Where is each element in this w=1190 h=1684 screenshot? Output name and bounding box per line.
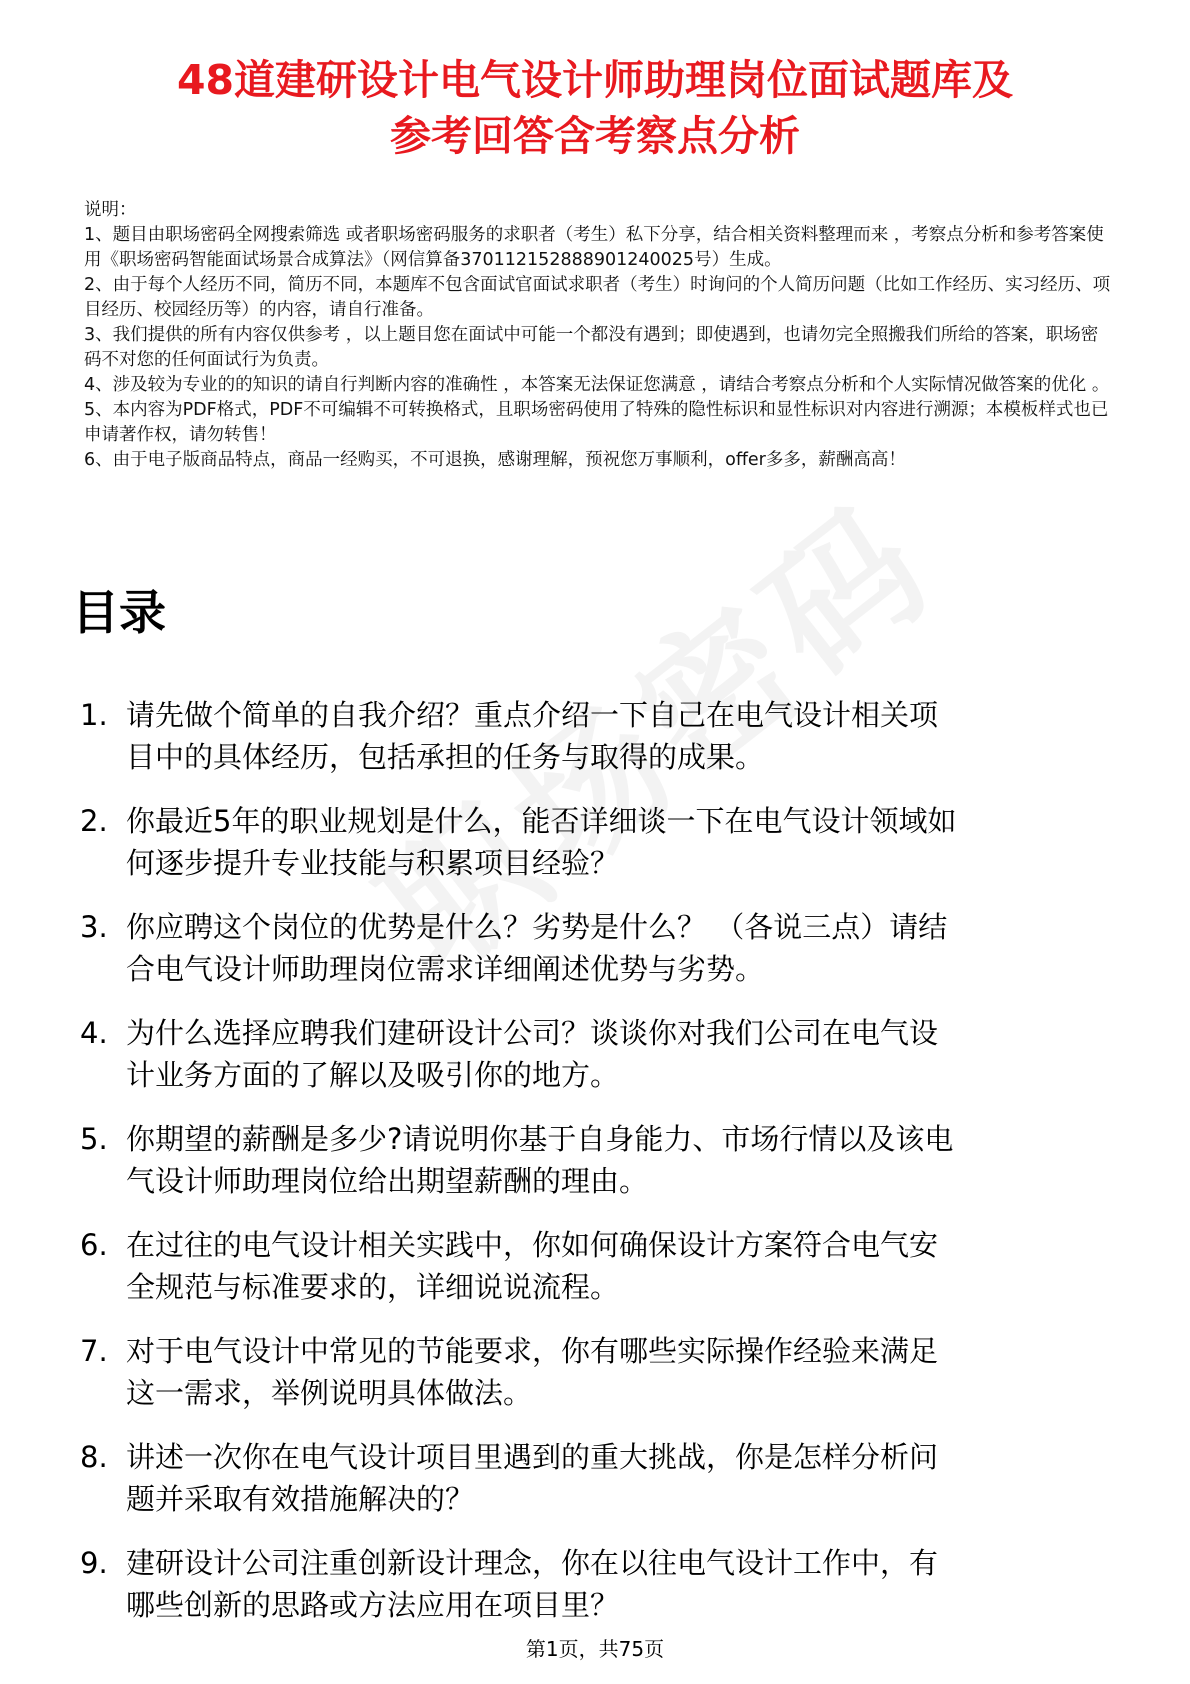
question-number: 5.	[80, 1122, 108, 1156]
question-text-line: 题并采取有效措施解决的？	[126, 1482, 475, 1516]
document-title	[0, 52, 1190, 164]
notes-heading: 说明：	[84, 200, 137, 220]
question-number: 7.	[80, 1334, 108, 1368]
question-text-line: 何逐步提升专业技能与积累项目经验？	[126, 846, 620, 880]
question-number: 9.	[80, 1546, 108, 1580]
note-item: 4、涉及较为专业的的知识的请自行判断内容的准确性 ，本答案无法保证您满意 ，请结合考察点分析和个人实际情况做答案的优化 。	[84, 375, 1110, 395]
question-number: 2.	[80, 804, 108, 838]
question-text-line: 你最近5年的职业规划是什么，能否详细谈一下在电气设计领域如	[126, 804, 957, 838]
question-text-line: 这一需求，举例说明具体做法。	[126, 1376, 533, 1410]
note-item: 5、本内容为PDF格式，PDF不可编辑不可转换格式，且职场密码使用了特殊的隐性标识和显性标识对内容进行溯源；本模板样式也已申请著作权，请勿转售！	[84, 400, 1109, 445]
question-number: 1.	[80, 698, 108, 732]
question-text-line: 你期望的薪酬是多少?请说明你基于自身能力、市场行情以及该电	[126, 1122, 954, 1156]
question-item	[70, 1012, 1130, 1118]
note-item: 3、我们提供的所有内容仅供参考 ，以上题目您在面试中可能一个都没有遇到；即使遇到，也请勿完全照搬我们所给的答案，职场密码不对您的任何面试行为负责。	[84, 325, 1099, 370]
question-text-line: 对于电气设计中常见的节能要求，你有哪些实际操作经验来满足	[126, 1334, 939, 1368]
question-text-line: 气设计师助理岗位给出期望薪酬的理由。	[126, 1164, 649, 1198]
notes-section	[84, 198, 1114, 473]
question-text-line: 目中的具体经历，包括承担的任务与取得的成果。	[126, 740, 765, 774]
title-line-1: 48道建研设计电气设计师助理岗位面试题库及	[176, 56, 1014, 104]
question-item	[70, 800, 1130, 906]
question-item	[70, 1436, 1130, 1542]
question-text-line: 建研设计公司注重创新设计理念，你在以往电气设计工作中，有	[126, 1546, 939, 1580]
note-item: 2、由于每个人经历不同，简历不同，本题库不包含面试官面试求职者（考生）时询问的个人简历问题（比如工作经历、实习经历、项目经历、校园经历等）的内容，请自行准备。	[84, 275, 1111, 320]
question-number: 3.	[80, 910, 108, 944]
question-text-line: 全规范与标准要求的，详细说说流程。	[126, 1270, 620, 1304]
question-text-line: 哪些创新的思路或方法应用在项目里？	[126, 1588, 620, 1622]
question-text-line: 讲述一次你在电气设计项目里遇到的重大挑战，你是怎样分析问	[126, 1440, 939, 1474]
question-number: 4.	[80, 1016, 108, 1050]
question-text-line: 在过往的电气设计相关实践中，你如何确保设计方案符合电气安	[126, 1228, 939, 1262]
toc-heading: 目录	[72, 586, 166, 641]
note-item: 1、题目由职场密码全网搜索筛选 或者职场密码服务的求职者（考生）私下分享，结合相关资料整理而来 ，考察点分析和参考答案使用《职场密码智能面试场景合成算法》（网信算备370112152888901240025号）生成。	[84, 225, 1104, 270]
title-line-2: 参考回答含考察点分析	[390, 112, 800, 160]
question-text-line: 为什么选择应聘我们建研设计公司？谈谈你对我们公司在电气设	[126, 1016, 939, 1050]
note-item: 6、由于电子版商品特点，商品一经购买，不可退换，感谢理解，预祝您万事顺利，offer多多，薪酬高高！	[84, 450, 906, 470]
question-item	[70, 1330, 1130, 1436]
question-number: 8.	[80, 1440, 108, 1474]
question-item	[70, 694, 1130, 800]
question-text-line: 你应聘这个岗位的优势是什么？劣势是什么？ （各说三点）请结	[126, 910, 948, 944]
question-text-line: 请先做个简单的自我介绍？重点介绍一下自己在电气设计相关项	[126, 698, 939, 732]
question-item	[70, 906, 1130, 1012]
question-number: 6.	[80, 1228, 108, 1262]
question-text-line: 合电气设计师助理岗位需求详细阐述优势与劣势。	[126, 952, 765, 986]
page-footer: 第1页，共75页	[525, 1637, 665, 1661]
question-item	[70, 1224, 1130, 1330]
question-list	[70, 694, 1130, 1648]
question-text-line: 计业务方面的了解以及吸引你的地方。	[126, 1058, 620, 1092]
question-item	[70, 1542, 1130, 1648]
question-item	[70, 1118, 1130, 1224]
